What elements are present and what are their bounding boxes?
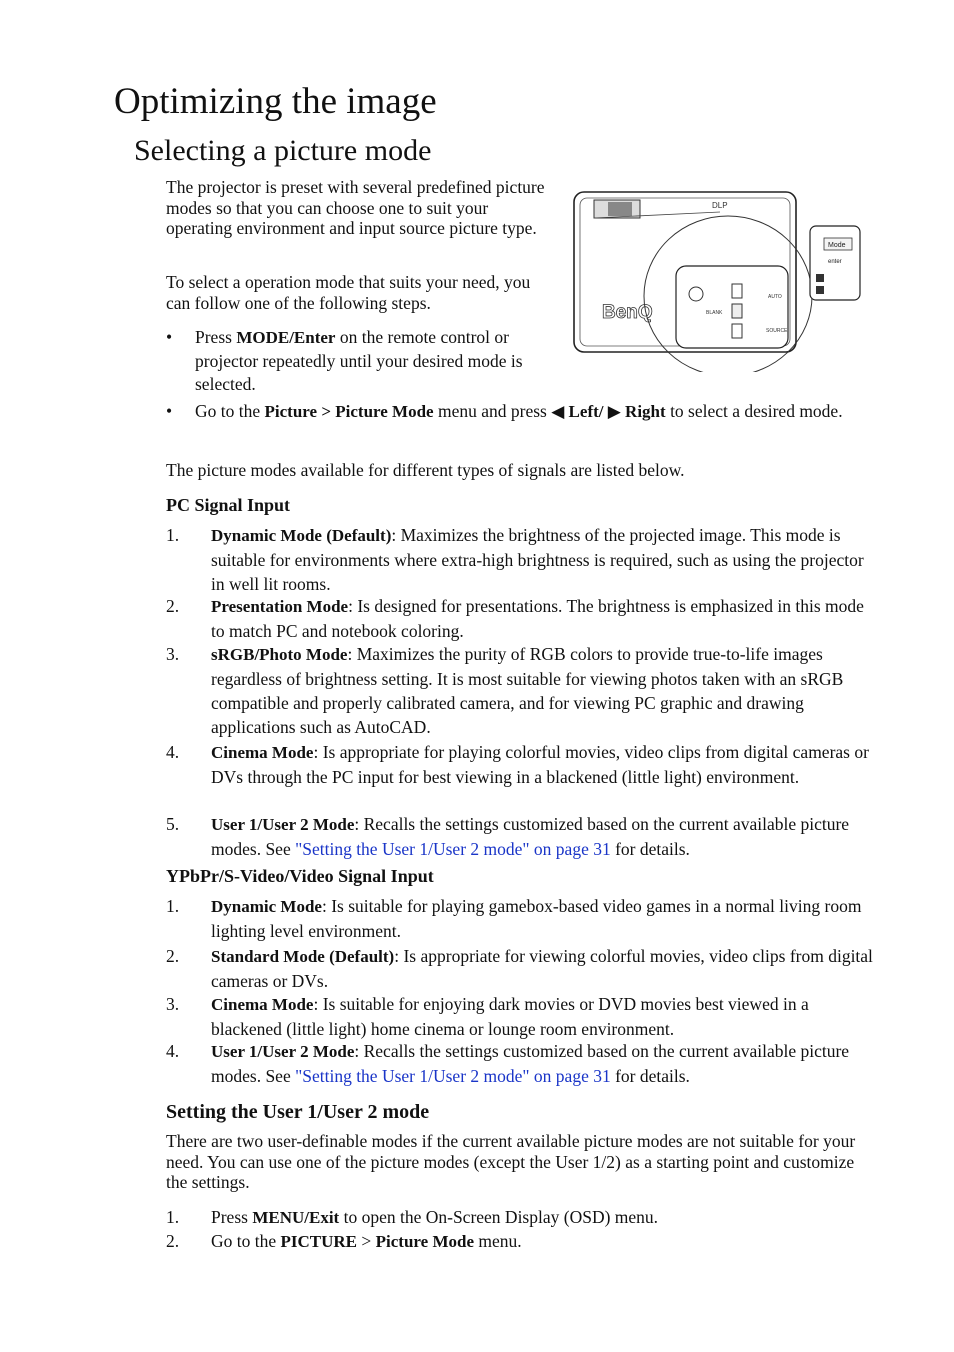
left-right-keys: ◀ Left/ ▶ Right [551, 402, 666, 421]
remote-enter-label: enter [828, 259, 842, 265]
panel-label-source: SOURCE [766, 328, 788, 334]
user-mode-link[interactable]: "Setting the User 1/User 2 mode" on page 31 [295, 1066, 611, 1086]
pc-signal-heading: PC Signal Input [166, 495, 291, 515]
list-intro: The picture modes available for different types of signals are listed below. [166, 460, 685, 480]
page-title: Optimizing the image [114, 81, 437, 122]
projector-figure [572, 186, 864, 372]
intro-paragraph-1: The projector is preset with several predefined picture modes so that you can choose one to suit your operating environment and input source picture type. [166, 177, 545, 238]
video-signal-heading: YPbPr/S-Video/Video Signal Input [166, 866, 434, 886]
svg-text:DLP: DLP [712, 201, 728, 210]
brand-logo: BenQ [602, 302, 653, 323]
intro-paragraph-2: To select a operation mode that suits your need, you can follow one of the following steps. [166, 272, 531, 313]
projector-illustration [572, 186, 864, 372]
remote-mode-label: Mode [828, 242, 846, 249]
user-mode-heading: Setting the User 1/User 2 mode [166, 1101, 430, 1123]
section-title: Selecting a picture mode [134, 134, 432, 167]
mode-enter-key: MODE/Enter [236, 328, 336, 347]
panel-label-blank: BLANK [706, 310, 723, 316]
picture-menu-path: Picture > Picture Mode [264, 402, 434, 421]
panel-label-auto: AUTO [768, 294, 782, 300]
user-mode-intro: There are two user-definable modes if the current available picture modes are not suitable for your need. You can use one of the picture modes (except the User 1/2) as a starting point and customize the settings. [166, 1131, 856, 1192]
user-mode-link[interactable]: "Setting the User 1/User 2 mode" on page 31 [295, 839, 611, 859]
